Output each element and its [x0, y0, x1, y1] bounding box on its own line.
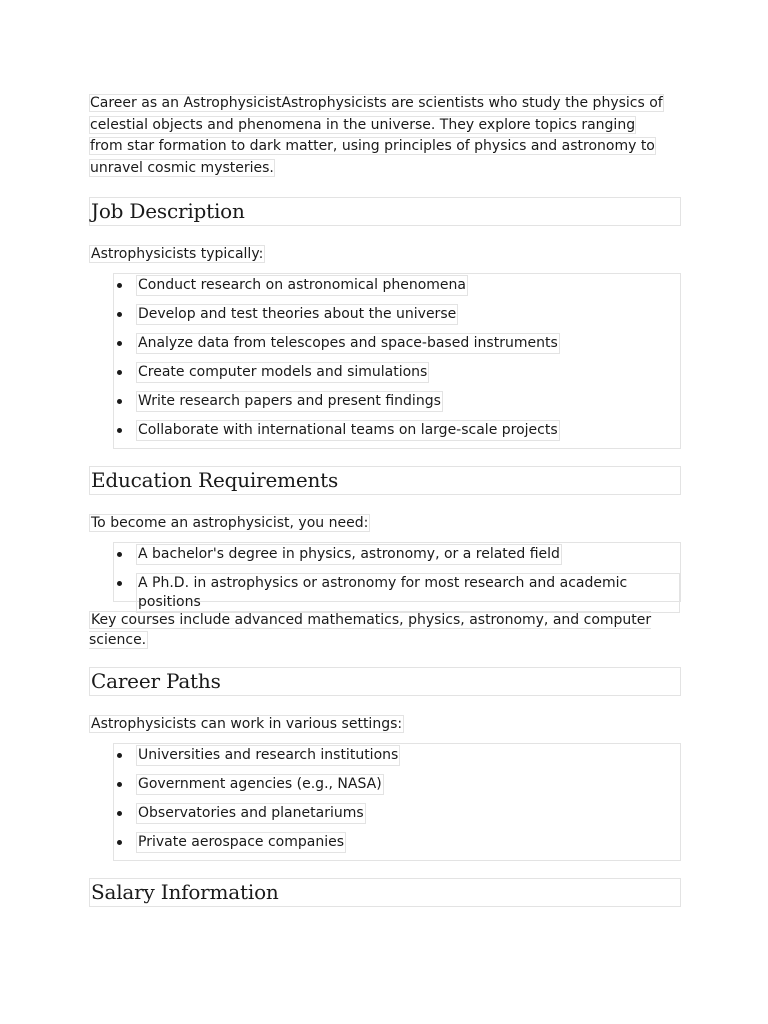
career-paths-heading: Career Paths — [89, 667, 681, 696]
bullet-icon — [117, 811, 122, 816]
list-item: Conduct research on astronomical phenomena — [114, 274, 680, 303]
intro-title: Career as an Astrophysicist — [90, 95, 282, 111]
salary-heading: Salary Information — [89, 878, 681, 907]
list-item: Collaborate with international teams on large-scale projects — [114, 419, 680, 448]
job-description-list — [113, 273, 681, 449]
career-paths-lead: Astrophysicists can work in various settings: — [91, 716, 403, 732]
bullet-icon — [117, 428, 122, 433]
bullet-icon — [117, 312, 122, 317]
bullet-icon — [117, 581, 122, 586]
bullet-icon — [117, 370, 122, 375]
list-item: Private aerospace companies — [114, 831, 680, 860]
document-page — [89, 93, 681, 907]
bullet-icon — [117, 552, 122, 557]
list-item: Universities and research institutions — [114, 744, 680, 773]
list-item: Government agencies (e.g., NASA) — [114, 773, 680, 802]
bullet-icon — [117, 341, 122, 346]
bullet-icon — [117, 782, 122, 787]
education-heading: Education Requirements — [89, 466, 681, 495]
bullet-icon — [117, 399, 122, 404]
list-item: Create computer models and simulations — [114, 361, 680, 390]
education-lead: To become an astrophysicist, you need: — [91, 515, 369, 531]
bullet-icon — [117, 753, 122, 758]
bullet-icon — [117, 840, 122, 845]
list-item: Develop and test theories about the universe — [114, 303, 680, 332]
list-item: Observatories and planetariums — [114, 802, 680, 831]
bullet-icon — [117, 283, 122, 288]
education-list — [113, 542, 681, 610]
education-note: Key courses include advanced mathematics, physics, astronomy, and computer science. — [89, 612, 652, 648]
career-paths-list — [113, 743, 681, 861]
list-item: A Ph.D. in astrophysics or astronomy for most research and academic positions — [114, 572, 680, 601]
job-description-heading: Job Description — [89, 197, 681, 226]
intro-paragraph — [89, 93, 669, 179]
job-description-lead: Astrophysicists typically: — [91, 246, 264, 262]
list-item: Analyze data from telescopes and space-based instruments — [114, 332, 680, 361]
intro-text: Astrophysicists are scientists who study the physics of celestial objects and phenomena in the universe. They explore topics ranging from star formation to dark matter, using principles of physics and astronomy to unravel cosmic mysteries. — [90, 95, 663, 176]
list-item: A bachelor's degree in physics, astronomy, or a related field — [114, 543, 680, 572]
list-item: Write research papers and present findings — [114, 390, 680, 419]
